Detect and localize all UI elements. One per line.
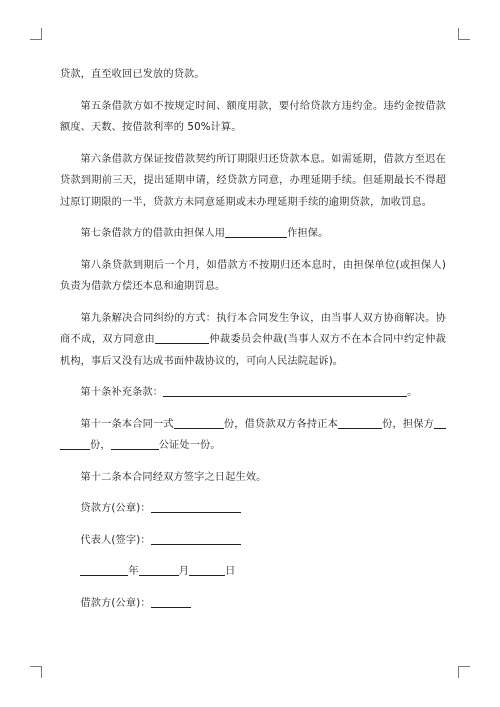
day-blank[interactable]: [189, 563, 225, 576]
article-7: [60, 223, 446, 245]
borrower-seal-line: [60, 593, 446, 615]
crop-mark-bottom-right: [458, 666, 470, 678]
date-line: [60, 561, 446, 583]
article-5: 第五条借款方如不按规定时间、额度用款，要付给贷款方违约金。违约金按借款额度、天数、按借款利率的 50%计算。: [60, 100, 446, 133]
month-blank[interactable]: [139, 563, 179, 576]
article-8: 第八条贷款到期后一个月，如借款方不按期归还本息时，由担保单位(或担保人)负责为借款方偿还本息和逾期罚息。: [60, 259, 446, 292]
article-7-text: 第七条借款方的借款由担保人用: [80, 228, 226, 239]
article-11-text-4: 份，: [90, 440, 111, 451]
crop-mark-bottom-left: [30, 666, 42, 678]
original-copies-blank[interactable]: [338, 416, 382, 429]
crop-mark-top-right: [458, 28, 470, 40]
month-label: 月: [178, 566, 190, 577]
guarantor-copies-blank-a[interactable]: [434, 416, 446, 429]
day-label: 日: [225, 566, 236, 577]
lender-seal-blank[interactable]: [151, 500, 241, 513]
guarantee-blank[interactable]: [225, 225, 287, 238]
article-12: 第十二条本合同经双方签字之日起生效。: [80, 471, 267, 483]
year-blank[interactable]: [80, 563, 128, 576]
representative-line: [60, 530, 446, 552]
article-11-tail: 公证处一份。: [158, 440, 221, 451]
article-9-text: 第九条解决合同纠纷的方式：执行本合同发生争议，由当事人双方协商解决。协商不成，双方同意由: [60, 312, 446, 345]
representative-blank[interactable]: [151, 532, 241, 545]
lender-seal-line: [60, 498, 446, 520]
borrower-seal-blank[interactable]: [151, 595, 191, 608]
article-9-tail: 仲裁委员会仲裁(当事人双方不在本合同中约定仲裁机构，事后又没有达成书面仲裁协议的，可向人民法院起诉)。: [60, 334, 446, 367]
article-11: [60, 414, 446, 457]
borrower-label: 借款方(公章)：: [80, 597, 151, 609]
article-11-text: 第十一条本合同一式: [80, 418, 174, 430]
copies-blank[interactable]: [174, 416, 224, 429]
notary-blank[interactable]: [111, 437, 159, 450]
representative-label: 代表人(签字)：: [80, 534, 151, 546]
article-6: 第六条借款方保证按借款契约所订期限归还贷款本息。如需延期，借款方至迟在贷款到期前三天，提出延期申请，经贷款方同意，办理延期手续。但延期最长不得超过原订期限的一半，贷款方未同意延期或未办理延期手续的逾期贷款，加收罚息。: [60, 153, 446, 208]
article-11-text-3: 份，担保方: [382, 418, 434, 430]
article-9: [60, 308, 446, 373]
year-label: 年: [128, 566, 139, 577]
supplementary-blank[interactable]: [163, 384, 407, 397]
arbitration-blank[interactable]: [155, 331, 209, 344]
article-10: [60, 382, 446, 404]
paragraph-continuation: 贷款，直至收回已发放的贷款。: [60, 69, 205, 80]
article-11-text-2: 份，借贷款双方各持正本: [223, 418, 339, 430]
document-body: [60, 64, 446, 624]
article-7-tail: 作担保。: [287, 228, 329, 239]
article-10-tail: 。: [407, 387, 418, 398]
lender-label: 贷款方(公章)：: [80, 503, 151, 514]
guarantor-copies-blank-b[interactable]: [60, 437, 90, 450]
article-10-text: 第十条补充条款：: [80, 387, 164, 398]
crop-mark-top-left: [30, 28, 42, 40]
